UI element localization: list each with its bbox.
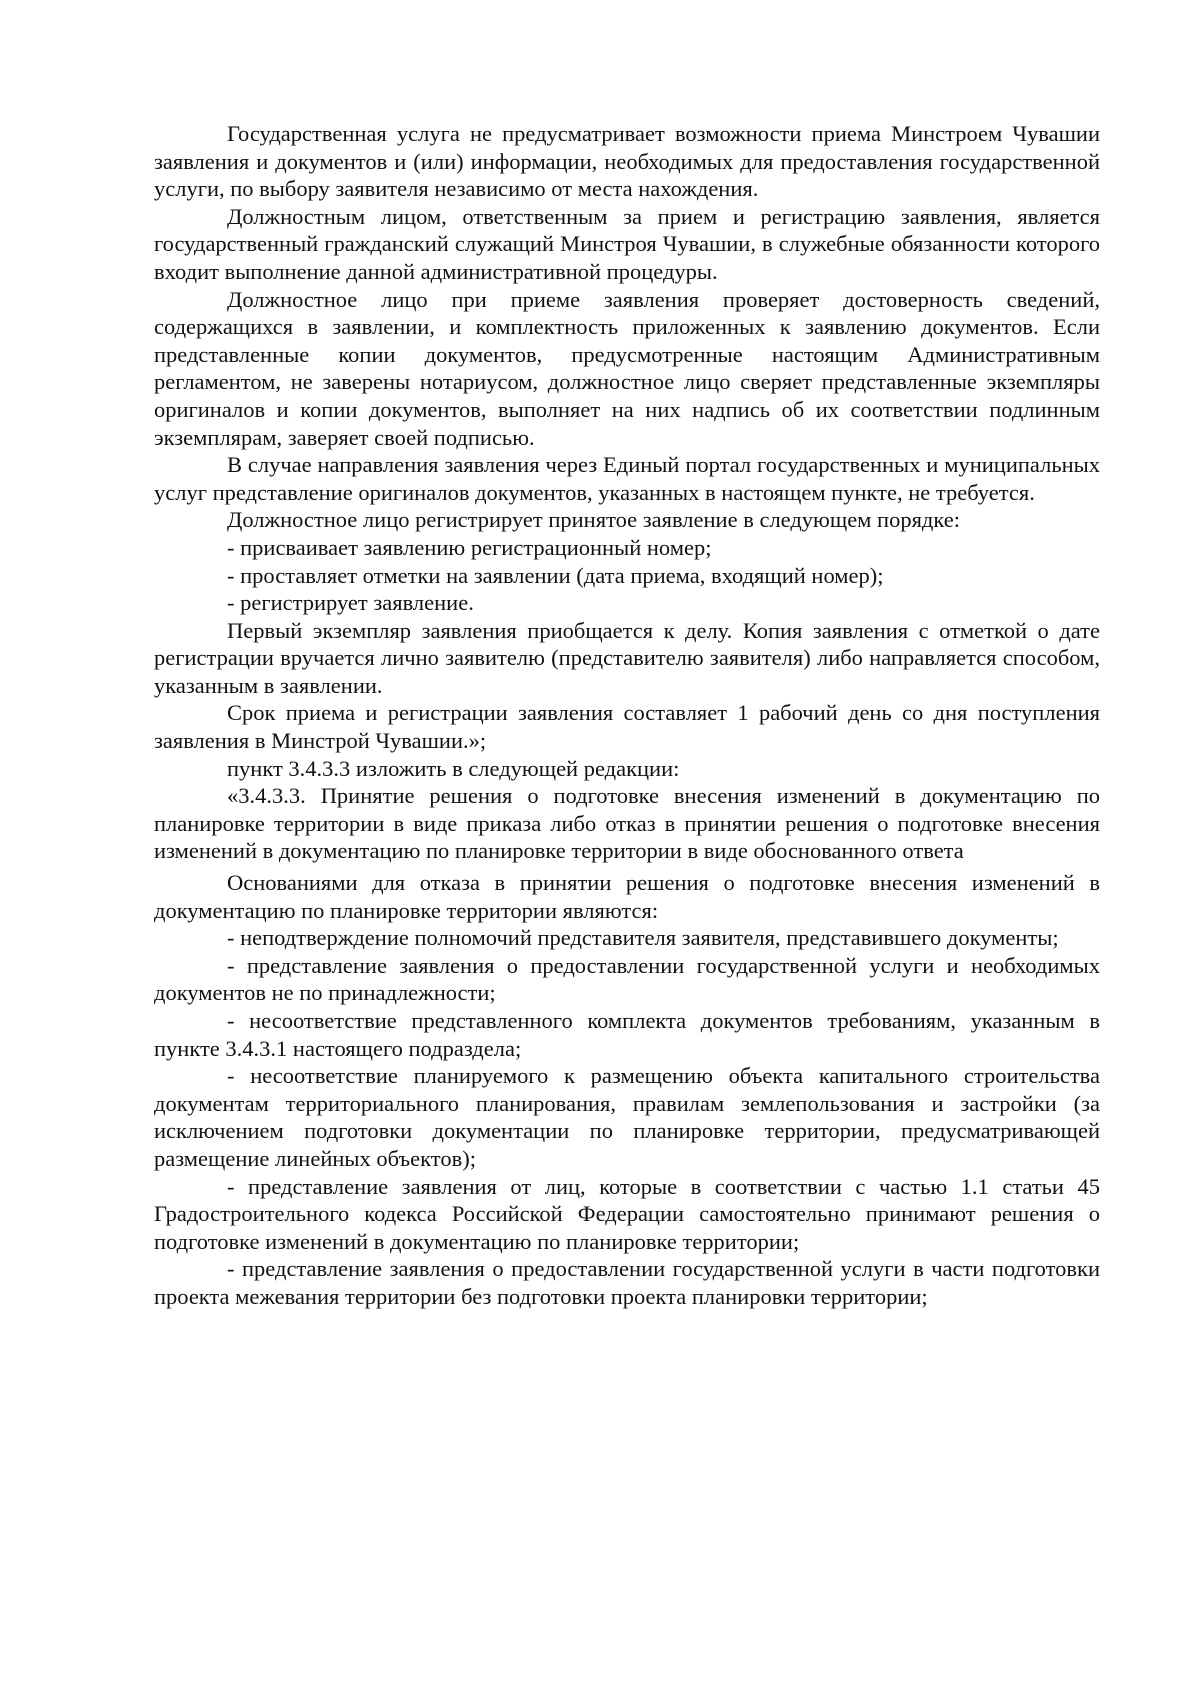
list-item-ground-4: - несоответствие планируемого к размещению объекта капитального строительства документам территориального планирования, правилам землепользования и застройки (за исключением подготовки документации по планировке территории, предусматривающей размещение линейных объектов); bbox=[154, 1063, 1100, 1171]
list-item-ground-3: - несоответствие представленного комплекта документов требованиям, указанным в пункте 3.4.3.1 настоящего подраздела; bbox=[154, 1008, 1100, 1061]
list-item-assign-number: - присваивает заявлению регистрационный номер; bbox=[227, 534, 712, 560]
paragraph-clause-3433: «3.4.3.3. Принятие решения о подготовке внесения изменений в документацию по планировке территории в виде приказа либо отказ в принятии решения о подготовке внесения изменений в документацию по планировке территории в виде обоснованного ответа bbox=[154, 783, 1100, 864]
list-item-register: - регистрирует заявление. bbox=[227, 590, 474, 616]
paragraph-first-copy: Первый экземпляр заявления приобщается к делу. Копия заявления с отметкой о дате регистрации вручается лично заявителю (представителю заявителя) либо направляется способом, указанным в заявлении. bbox=[154, 617, 1100, 698]
paragraph-registration-order: Должностное лицо регистрирует принятое заявление в следующем порядке: bbox=[227, 507, 960, 533]
paragraph-amendment-instruction: пункт 3.4.3.3 изложить в следующей редакции: bbox=[227, 755, 680, 781]
list-item-ground-2: - представление заявления о предоставлении государственной услуги и необходимых документов не по принадлежности; bbox=[154, 952, 1100, 1006]
paragraph-verification: Должностное лицо при приеме заявления проверяет достоверность сведений, содержащихся в заявлении, и комплектность приложенных к заявлению документов. Если представленные копии документов, предусмотренные настоящим Административным регламентом, не заверены нотариусом, должностное лицо сверяет представленные экземпляры оригиналов и копии документов, выполняет на них надпись об их соответствии подлинным экземплярам, заверяет своей подписью. bbox=[154, 286, 1100, 450]
list-item-ground-6: - представление заявления о предоставлении государственной услуги в части подготовки проекта межевания территории без подготовки проекта планировки территории; bbox=[154, 1256, 1100, 1309]
list-item-ground-1: - неподтверждение полномочий представителя заявителя, представившего документы; bbox=[227, 925, 1059, 951]
paragraph-refusal-grounds: Основаниями для отказа в принятии решения о подготовке внесения изменений в документацию по планировке территории являются: bbox=[154, 870, 1100, 923]
paragraph-deadline: Срок приема и регистрации заявления составляет 1 рабочий день со дня поступления заявления в Минстрой Чувашии.»; bbox=[154, 700, 1100, 754]
paragraph-responsible-official: Должностным лицом, ответственным за прием и регистрацию заявления, является государственный гражданский служащий Минстроя Чувашии, в служебные обязанности которого входит выполнение данной административной процедуры. bbox=[154, 203, 1100, 284]
paragraph-service-no-extraterritorial: Государственная услуга не предусматривает возможности приема Минстроем Чувашии заявления и документов и (или) информации, необходимых для предоставления государственной услуги, по выбору заявителя независимо от места нахождения. bbox=[154, 121, 1100, 202]
list-item-ground-5: - представление заявления от лиц, которые в соответствии с частью 1.1 статьи 45 Градостроительного кодекса Российской Федерации самостоятельно принимают решения о подготовке изменений в документацию по планировке территории; bbox=[154, 1173, 1100, 1254]
paragraph-single-portal: В случае направления заявления через Единый портал государственных и муниципальных услуг представление оригиналов документов, указанных в настоящем пункте, не требуется. bbox=[154, 452, 1100, 505]
list-item-marks: - проставляет отметки на заявлении (дата приема, входящий номер); bbox=[227, 562, 884, 588]
document-body bbox=[154, 120, 1100, 1311]
